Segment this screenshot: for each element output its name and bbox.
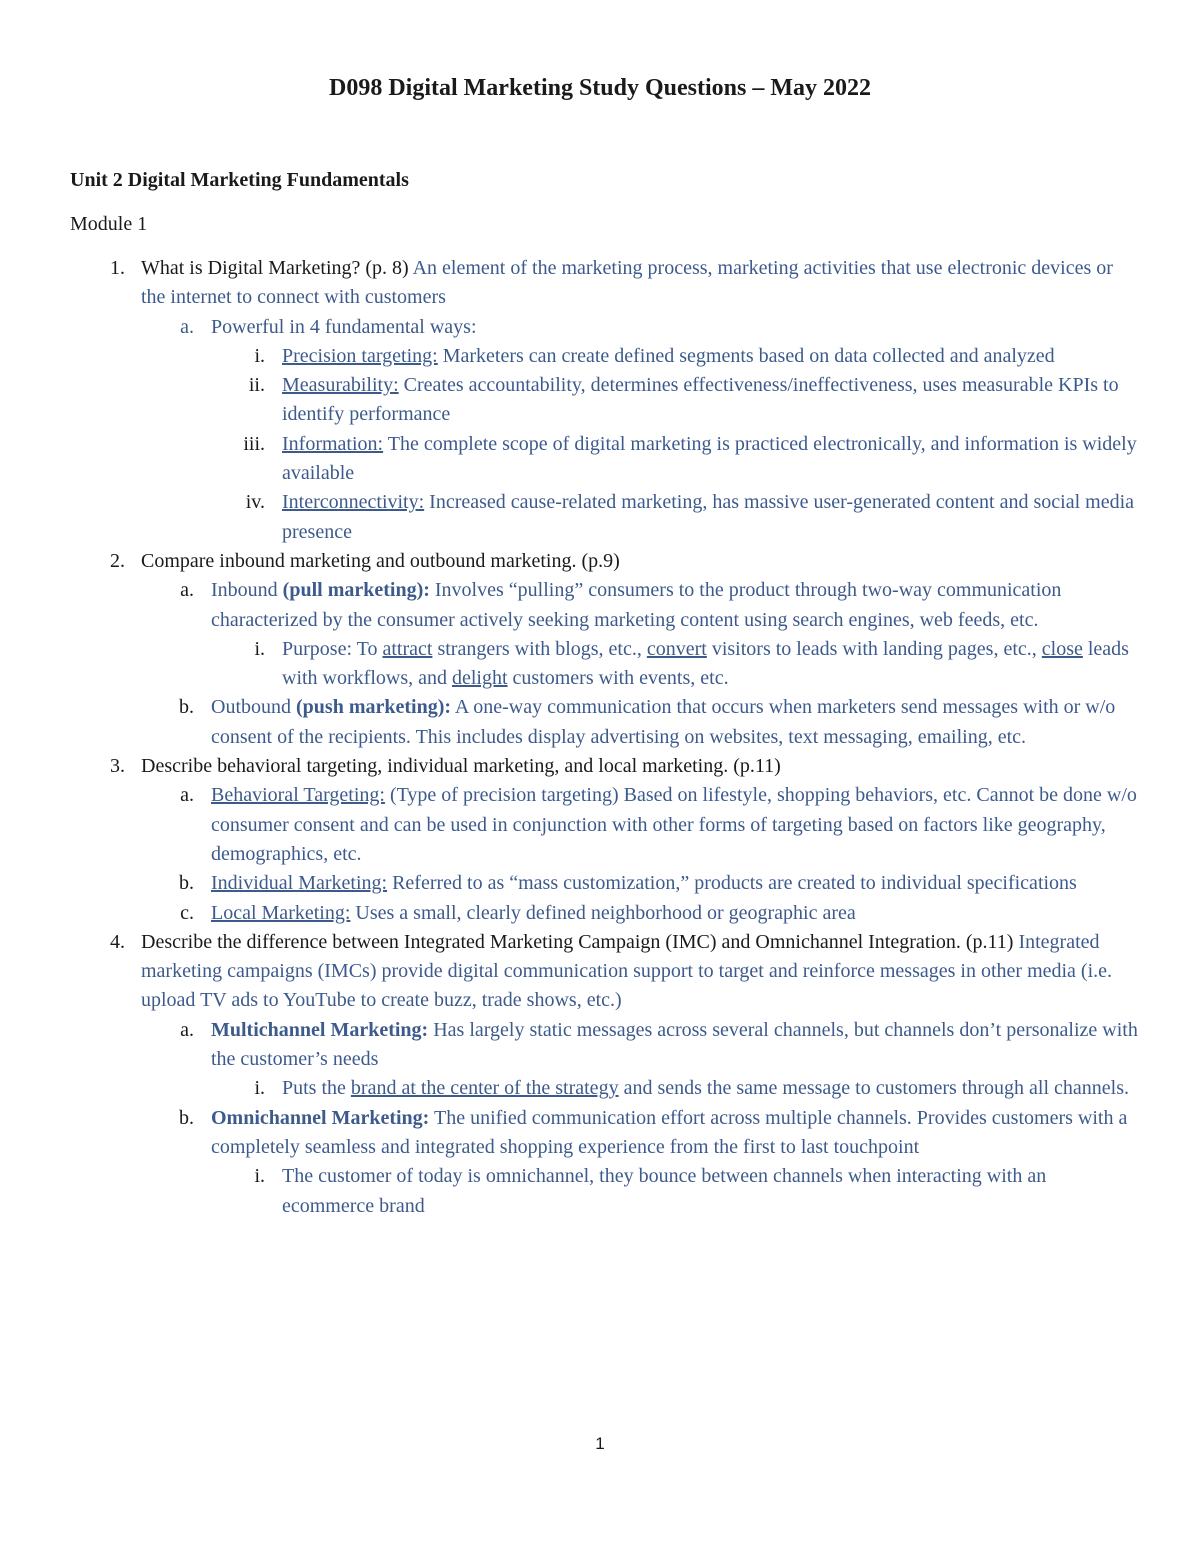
- module-label: Module 1: [70, 213, 148, 235]
- text-segment: strangers with blogs, etc.,: [432, 637, 647, 660]
- question-1-subpoint-i: [0, 342, 1200, 371]
- point-text: The customer of today is omnichannel, they bounce between channels when interacting with an ecommerce brand: [282, 1165, 1047, 1217]
- list-letter: b.: [179, 696, 194, 719]
- list-letter: a.: [180, 784, 194, 807]
- underlined-word: close: [1041, 637, 1083, 660]
- question-2-point-b: [0, 693, 1200, 752]
- text-segment: customers with events, etc.: [507, 667, 729, 690]
- question-text: Describe behavioral targeting, individual marketing, and local marketing. (p.11): [141, 755, 781, 778]
- point-lead: Outbound: [211, 696, 296, 719]
- point-bold: (push marketing):: [296, 696, 452, 719]
- point-bold: Multichannel Marketing:: [211, 1018, 429, 1041]
- point-bold: Omnichannel Marketing:: [211, 1106, 430, 1129]
- term-text: (Type of precision targeting) Based on lifestyle, shopping behaviors, etc. Cannot be done w/o consumer consent and can be used in conjunction with other forms of targeting based on factors like geography, demographics, etc.: [211, 784, 1137, 865]
- question-2-point-a: [0, 576, 1200, 635]
- question-1: [0, 254, 1200, 313]
- list-roman: i.: [254, 637, 265, 660]
- term-text: Increased cause-related marketing, has massive user-generated content and social media presence: [282, 491, 1135, 543]
- list-number: 2.: [110, 549, 125, 572]
- underlined-word: convert: [646, 637, 707, 660]
- term-label: Information:: [282, 432, 384, 455]
- point-text: Has largely static messages across several channels, but channels don’t personalize with the customer’s needs: [211, 1018, 1138, 1071]
- term-label: Behavioral Targeting:: [211, 784, 385, 807]
- question-text: What is Digital Marketing? (p. 8): [141, 257, 409, 279]
- question-3: [0, 752, 1200, 781]
- question-1-subpoint-iv: [0, 488, 1200, 547]
- document-title: D098 Digital Marketing Study Questions – May 2022: [328, 75, 871, 101]
- unit-heading: Unit 2 Digital Marketing Fundamentals: [70, 169, 409, 191]
- list-letter: b.: [179, 1106, 194, 1129]
- term-text: Referred to as “mass customization,” products are created to individual specifications: [387, 872, 1077, 895]
- point-text: A one-way communication that occurs when marketers send messages with or w/o consent of the recipients. This includes display advertising on websites, text messaging, emailing, etc.: [211, 696, 1116, 748]
- question-4-point-b: [0, 1104, 1200, 1163]
- question-4-subpoint-b-i: [0, 1162, 1200, 1221]
- list-roman: ii.: [248, 374, 265, 397]
- underlined-word: attract: [382, 637, 433, 660]
- list-number: 1.: [110, 257, 125, 279]
- text-segment: visitors to leads with landing pages, etc.,: [706, 637, 1042, 660]
- list-roman: iv.: [245, 491, 265, 514]
- question-3-point-c: [0, 899, 1200, 928]
- term-label: Measurability:: [282, 374, 399, 397]
- term-label: Interconnectivity:: [282, 491, 425, 514]
- question-4-subpoint-a-i: [0, 1074, 1200, 1103]
- text-segment: Puts the: [282, 1077, 351, 1100]
- question-1-subpoint-iii: [0, 430, 1200, 489]
- list-number: 3.: [110, 755, 125, 778]
- list-number: 4.: [110, 930, 125, 953]
- term-label: Precision targeting:: [282, 344, 438, 367]
- point-text: The unified communication effort across multiple channels. Provides customers with a completely seamless and integrated shopping experience from the first to last touchpoint: [211, 1106, 1128, 1158]
- term-label: Individual Marketing:: [211, 872, 388, 895]
- text-segment: Purpose: To: [282, 637, 383, 660]
- question-3-point-a: [0, 781, 1200, 869]
- point-bold: (pull marketing):: [282, 579, 430, 602]
- list-letter: a.: [180, 1018, 194, 1041]
- list-roman: iii.: [243, 432, 265, 455]
- list-roman: i.: [254, 1077, 265, 1100]
- question-list: [0, 254, 1200, 1221]
- answer-text: Integrated marketing campaigns (IMCs) provide digital communication support to target and reinforce messages in other media (i.e. upload TV ads to YouTube to create buzz, trade shows, etc.): [141, 930, 1113, 1012]
- list-roman: i.: [254, 344, 265, 367]
- question-text: Compare inbound marketing and outbound marketing. (p.9): [141, 549, 620, 572]
- question-4: [0, 928, 1200, 1016]
- list-letter: a.: [180, 315, 194, 338]
- term-label: Local Marketing:: [211, 901, 351, 924]
- point-text: Involves “pulling” consumers to the product through two-way communication characterized by the consumer actively seeking marketing content using search engines, web feeds, etc.: [211, 579, 1062, 631]
- underlined-word: delight: [451, 667, 508, 690]
- question-text: Describe the difference between Integrated Marketing Campaign (IMC) and Omnichannel Integration. (p.11): [141, 930, 1014, 953]
- underlined-phrase: brand at the center of the strategy: [350, 1077, 619, 1100]
- term-text: The complete scope of digital marketing is practiced electronically, and information is widely available: [282, 432, 1137, 485]
- list-letter: b.: [179, 872, 194, 895]
- question-2: [0, 547, 1200, 576]
- question-1-point-a: [0, 313, 1200, 342]
- term-text: Uses a small, clearly defined neighborhood or geographic area: [350, 901, 856, 924]
- text-segment: and sends the same message to customers through all channels.: [618, 1077, 1129, 1100]
- list-letter: a.: [180, 579, 194, 602]
- list-letter: c.: [180, 901, 194, 924]
- question-1-subpoint-ii: [0, 371, 1200, 430]
- question-2-subpoint-i: [0, 635, 1200, 694]
- text-segment: leads with workflows, and: [282, 637, 1129, 690]
- point-text: Powerful in 4 fundamental ways:: [211, 315, 477, 338]
- question-4-point-a: [0, 1016, 1200, 1075]
- term-text: Creates accountability, determines effectiveness/ineffectiveness, uses measurable KPIs to identify performance: [282, 374, 1119, 426]
- question-3-point-b: [0, 869, 1200, 898]
- point-lead: Inbound: [211, 579, 283, 602]
- page-number: 1: [595, 1434, 605, 1453]
- list-roman: i.: [254, 1165, 265, 1188]
- term-text: Marketers can create defined segments based on data collected and analyzed: [437, 344, 1055, 367]
- answer-text: An element of the marketing process, marketing activities that use electronic devices or the internet to connect with customers: [141, 257, 1113, 309]
